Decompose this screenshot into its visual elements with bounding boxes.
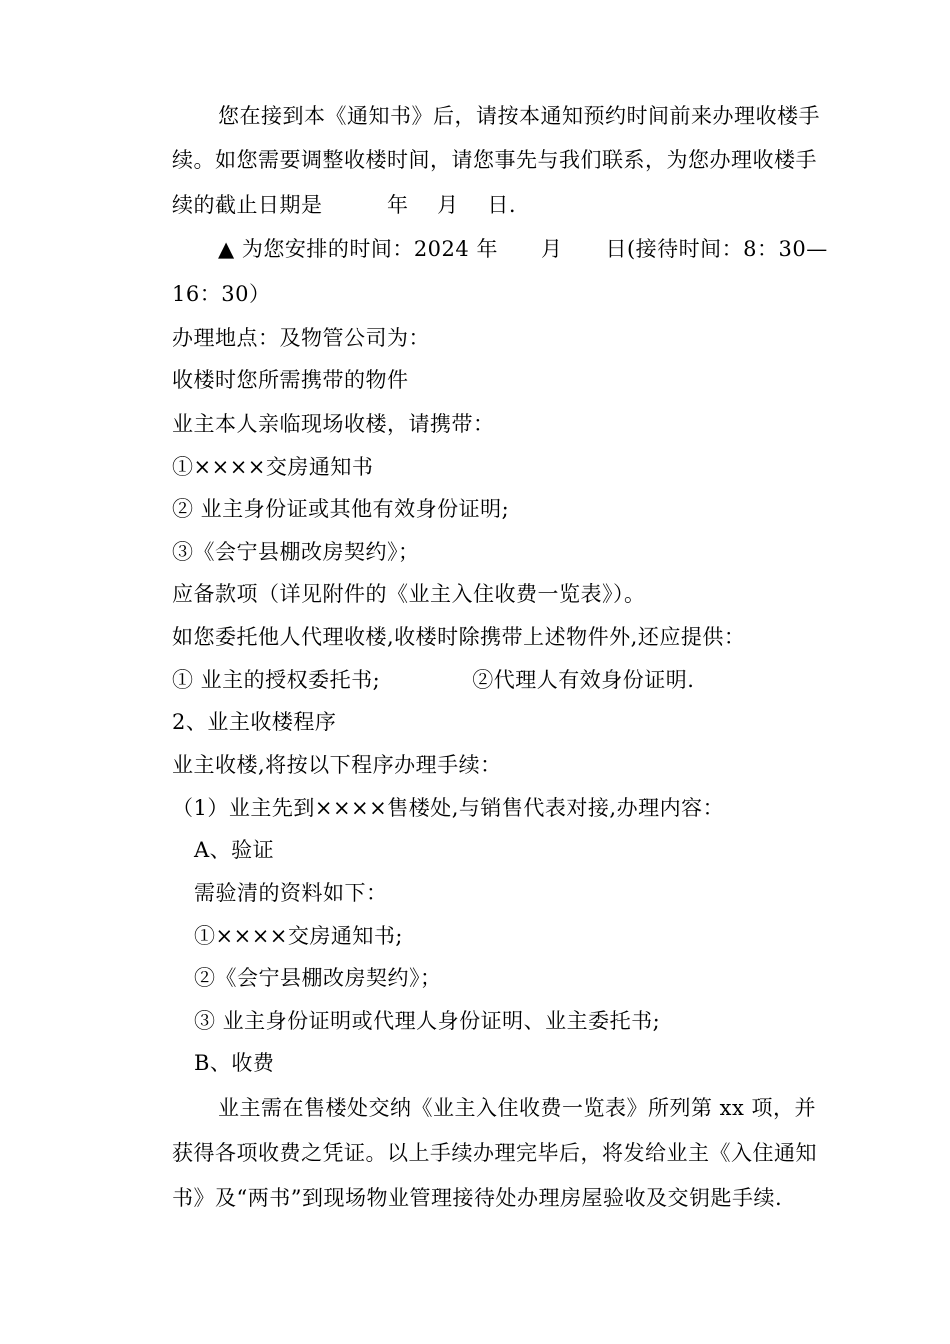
step-b-title: B、收费 xyxy=(194,1051,275,1075)
closing-line-1: 业主需在售楼处交纳《业主入住收费一览表》所列第 xx 项，并 xyxy=(218,1096,817,1120)
section2-title: 2、业主收楼程序 xyxy=(172,710,337,734)
self-item-2: ② 业主身份证或其他有效身份证明; xyxy=(172,497,510,521)
proxy-item-1: ① 业主的授权委托书; xyxy=(172,668,381,692)
payment-note: 应备款项（详见附件的《业主入住收费一览表》）。 xyxy=(172,582,646,606)
section2-intro: 业主收楼,将按以下程序办理手续： xyxy=(172,753,502,777)
intro-line-3: 续的截止日期是 年 月 日. xyxy=(172,193,517,217)
self-item-3: ③《会宁县棚改房契约》； xyxy=(172,540,420,564)
intro-line-1: 您在接到本《通知书》后，请按本通知预约时间前来办理收楼手 xyxy=(218,104,820,128)
step-a-sub: 需验清的资料如下： xyxy=(194,881,388,905)
step-a-item-1: ①××××交房通知书; xyxy=(194,924,403,948)
step-a-title: A、验证 xyxy=(194,838,275,862)
self-heading: 业主本人亲临现场收楼，请携带： xyxy=(172,412,495,436)
proxy-heading: 如您委托他人代理收楼,收楼时除携带上述物件外,还应提供： xyxy=(172,625,746,649)
location-line: 办理地点：及物管公司为： xyxy=(172,326,430,350)
step-1: （1）业主先到××××售楼处,与销售代表对接,办理内容： xyxy=(172,796,725,820)
schedule-line-1: ▲ 为您安排的时间：2024 年 月 日(接待时间：8：30— xyxy=(218,237,828,261)
step-a-item-2: ②《会宁县棚改房契约》； xyxy=(194,966,442,990)
intro-line-2: 续。如您需要调整收楼时间，请您事先与我们联系，为您办理收楼手 xyxy=(172,148,817,172)
closing-line-2: 获得各项收费之凭证。以上手续办理完毕后，将发给业主《入住通知 xyxy=(172,1141,817,1165)
self-item-1: ①××××交房通知书 xyxy=(172,455,374,479)
schedule-line-2: 16：30） xyxy=(172,282,271,306)
step-a-item-3: ③ 业主身份证明或代理人身份证明、业主委托书; xyxy=(194,1009,661,1033)
proxy-item-2: ②代理人有效身份证明. xyxy=(472,668,695,692)
proxy-items-row xyxy=(172,666,694,694)
items-heading: 收楼时您所需携带的物件 xyxy=(172,368,409,392)
closing-line-3: 书》及“两书”到现场物业管理接待处办理房屋验收及交钥匙手续. xyxy=(172,1186,783,1210)
